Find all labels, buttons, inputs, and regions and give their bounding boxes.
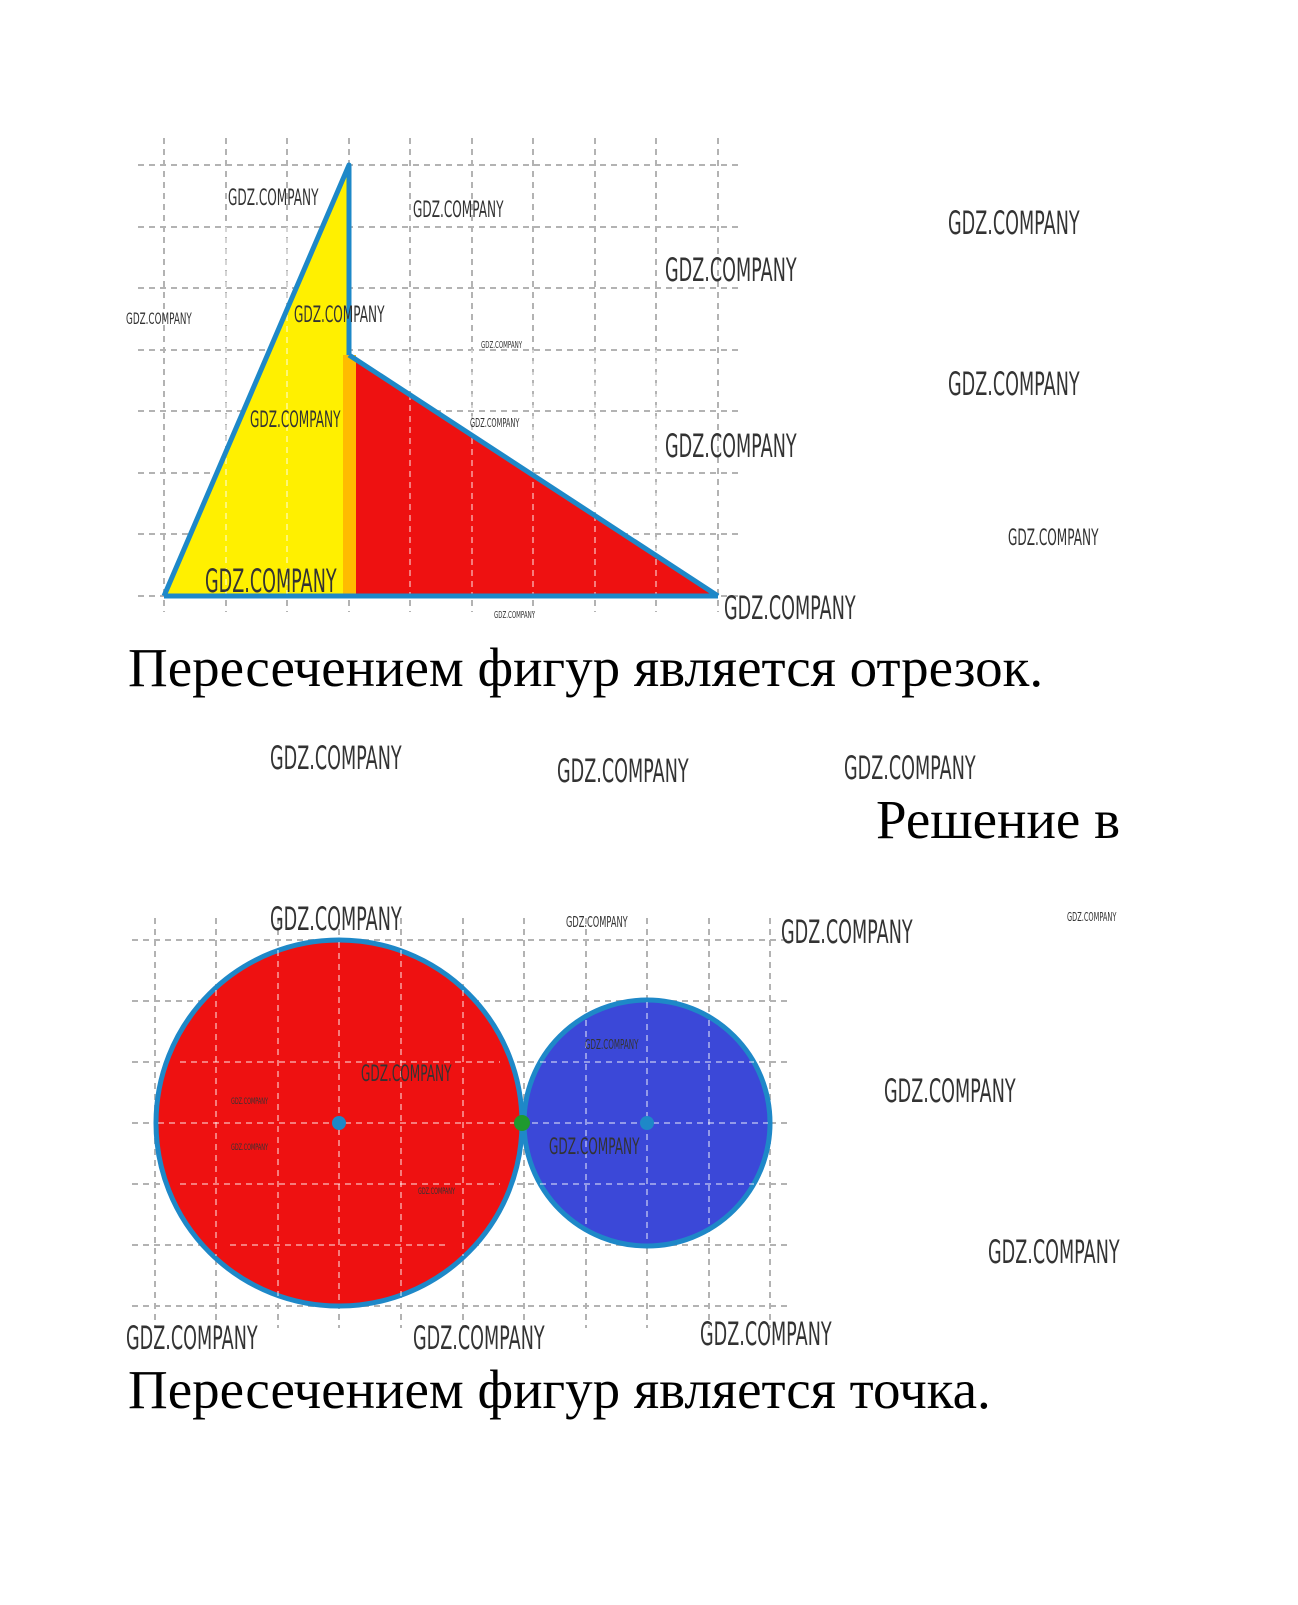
- watermark: GDZ.COMPANY: [781, 913, 913, 951]
- watermark: GDZ.COMPANY: [549, 1135, 640, 1160]
- watermark: GDZ.COMPANY: [494, 610, 536, 621]
- watermark: GDZ.COMPANY: [585, 1038, 639, 1053]
- watermark: GDZ.COMPANY: [413, 198, 504, 223]
- caption-point-intersection: Пересечением фигур является точка.: [128, 1359, 991, 1420]
- watermark: GDZ.COMPANY: [270, 900, 402, 938]
- watermark: GDZ.COMPANY: [205, 562, 337, 600]
- watermark: GDZ.COMPANY: [988, 1233, 1120, 1271]
- watermark: GDZ.COMPANY: [126, 1319, 258, 1357]
- watermark: GDZ.COMPANY: [724, 589, 856, 627]
- watermark: GDZ.COMPANY: [665, 427, 797, 465]
- watermark: GDZ.COMPANY: [126, 309, 192, 328]
- watermark: GDZ.COMPANY: [700, 1315, 832, 1353]
- watermark: GDZ.COMPANY: [481, 340, 523, 351]
- watermark: GDZ.COMPANY: [413, 1319, 545, 1357]
- watermark: GDZ.COMPANY: [270, 739, 402, 777]
- blue-circle-center-point: [640, 1116, 654, 1130]
- watermark: GDZ.COMPANY: [1008, 526, 1099, 551]
- watermark: GDZ.COMPANY: [948, 204, 1080, 242]
- intersection-segment-highlight: [343, 355, 356, 596]
- watermark: GDZ.COMPANY: [231, 1143, 269, 1153]
- watermark: GDZ.COMPANY: [228, 186, 319, 211]
- watermark: GDZ.COMPANY: [844, 749, 976, 787]
- watermark: GDZ.COMPANY: [566, 913, 628, 931]
- watermark: GDZ.COMPANY: [1067, 910, 1117, 924]
- watermark: GDZ.COMPANY: [231, 1097, 269, 1107]
- red-circle-center-point: [332, 1116, 346, 1130]
- watermark: GDZ.COMPANY: [294, 303, 385, 328]
- watermark: GDZ.COMPANY: [948, 365, 1080, 403]
- watermark: GDZ.COMPANY: [250, 408, 341, 433]
- watermark: GDZ.COMPANY: [361, 1062, 452, 1087]
- intersection-point: [514, 1115, 530, 1131]
- watermark: GDZ.COMPANY: [665, 251, 797, 289]
- caption-segment-intersection: Пересечением фигур является отрезок.: [128, 637, 1044, 698]
- watermark: GDZ.COMPANY: [557, 752, 689, 790]
- watermark: GDZ.COMPANY: [884, 1072, 1016, 1110]
- watermark: GDZ.COMPANY: [470, 416, 520, 430]
- watermark: GDZ.COMPANY: [418, 1187, 456, 1197]
- caption-solution-label: Решение в: [876, 789, 1121, 850]
